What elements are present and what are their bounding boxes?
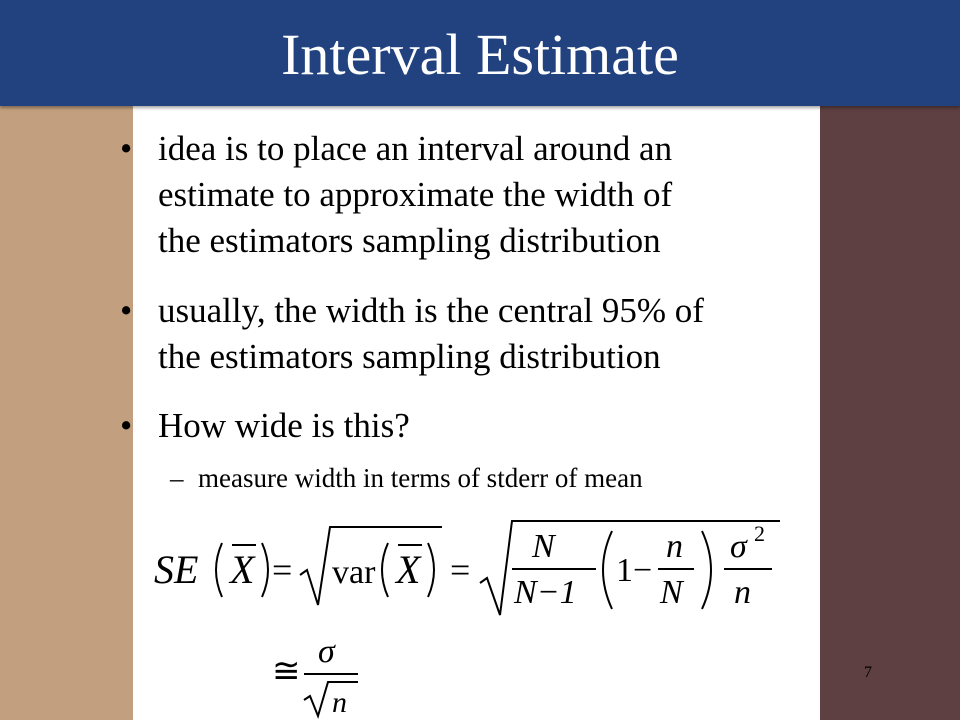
equals-sign: = <box>272 550 293 590</box>
bullet-line: the estimators sampling distribution <box>158 337 661 376</box>
title-bar <box>0 0 960 106</box>
right-paren <box>702 531 711 609</box>
exponent-two: 2 <box>754 521 765 546</box>
approximation-formula <box>270 630 420 720</box>
bullet-marker: • <box>120 406 133 445</box>
standard-error-formula <box>150 515 790 625</box>
bullet-marker: • <box>120 291 133 330</box>
small-n: n <box>734 574 751 611</box>
x-bar-symbol: X <box>396 547 421 592</box>
denominator-n-minus-1: N−1 <box>514 574 577 611</box>
equals-sign: = <box>450 550 471 590</box>
bullet-line: usually, the width is the central 95% of <box>158 291 704 330</box>
small-n: n <box>332 686 347 719</box>
bullet-text <box>158 403 858 449</box>
bullet-text <box>158 288 858 380</box>
var-text: var <box>332 554 376 591</box>
bullet-text <box>158 126 858 264</box>
left-paren <box>603 531 612 609</box>
small-n: n <box>666 528 683 565</box>
sigma-symbol: σ <box>318 633 335 670</box>
population-n: N <box>660 574 683 611</box>
right-paren <box>428 543 434 597</box>
left-paren <box>382 543 388 597</box>
sqrt-sign <box>304 682 358 716</box>
x-bar-symbol: X <box>230 547 255 592</box>
left-decorative-band <box>0 0 133 720</box>
one-minus: 1− <box>616 552 653 589</box>
approx-sign: ≅ <box>272 653 301 690</box>
bullet-marker: • <box>120 129 133 168</box>
sigma-symbol: σ <box>730 528 747 565</box>
bullet-line: estimate to approximate the width of <box>158 175 673 214</box>
bullet-line: idea is to place an interval around an <box>158 129 673 168</box>
numerator-n: N <box>532 528 555 565</box>
bullet-line: How wide is this? <box>158 406 410 445</box>
se-label: SE <box>154 547 199 592</box>
sub-bullet-marker: – <box>170 463 184 493</box>
left-paren <box>216 543 222 597</box>
page-number: 7 <box>864 664 872 681</box>
sub-bullet-text: measure width in terms of stderr of mean <box>198 463 643 493</box>
bullet-line: the estimators sampling distribution <box>158 221 661 260</box>
slide-title: Interval Estimate <box>281 22 679 87</box>
right-paren <box>262 543 268 597</box>
